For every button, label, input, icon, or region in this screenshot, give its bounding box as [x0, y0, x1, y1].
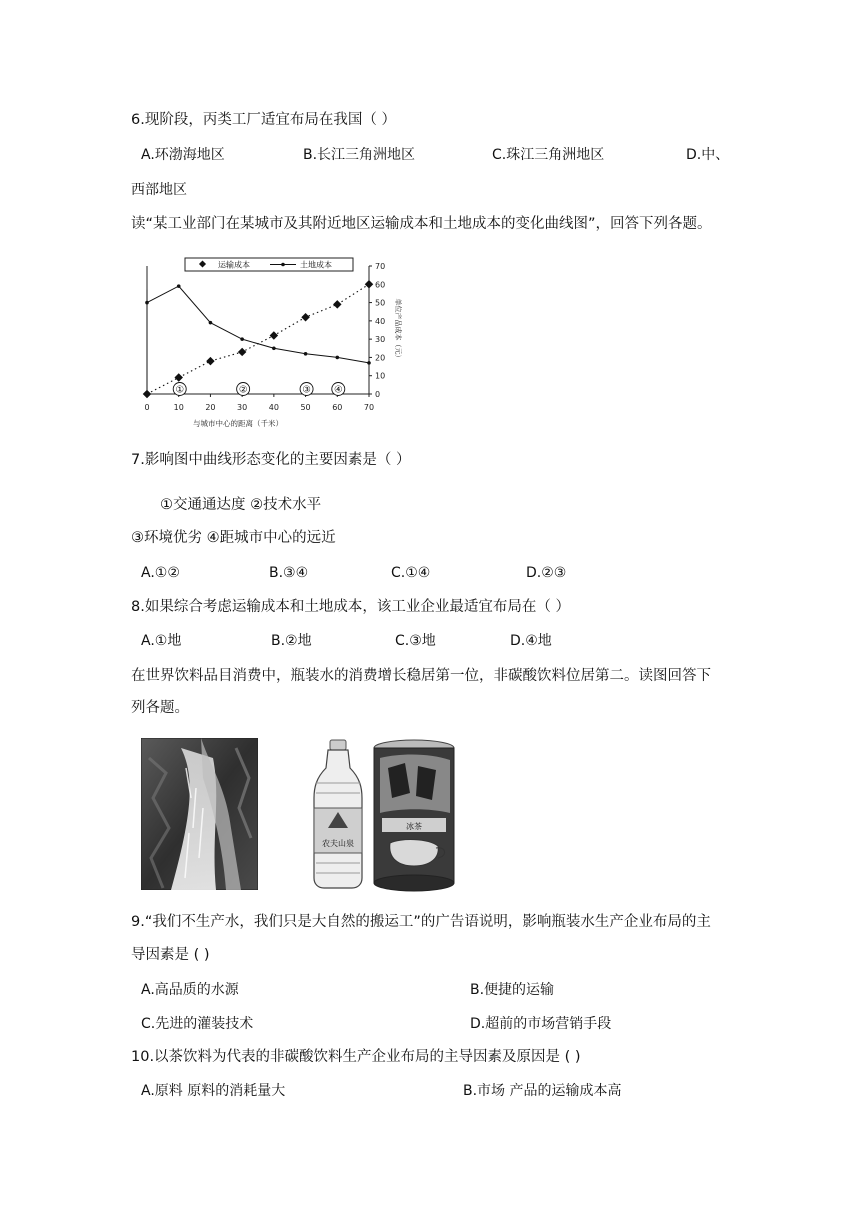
transport-cost-point	[301, 313, 309, 321]
y-tick-label: 50	[375, 298, 386, 308]
location-marker-label: ②	[238, 384, 248, 396]
q8-option-d: D.④地	[510, 633, 552, 649]
q9-stem-line-2: 导因素是 ( )	[131, 947, 210, 963]
bottle-label: 农夫山泉	[322, 839, 354, 848]
q6-option-b: B.长江三角洲地区	[303, 147, 416, 163]
chart-intro: 读“某工业部门在某城市及其附近地区运输成本和土地成本的变化曲线图”，回答下列各题。	[131, 216, 712, 232]
can-label: 冰茶	[406, 822, 422, 831]
q9-option-c: C.先进的灌装技术	[141, 1016, 254, 1032]
y-tick-label: 10	[375, 371, 386, 381]
x-tick-label: 0	[144, 403, 150, 412]
bottled-water-photo	[308, 738, 368, 890]
transport-cost-point	[206, 357, 214, 365]
transport-cost-point	[270, 331, 278, 339]
y-tick-label: 60	[375, 280, 386, 290]
location-marker-label: ④	[334, 384, 343, 396]
x-tick-label: 50	[300, 403, 311, 412]
q7-factors-2: ③环境优劣 ④距城市中心的远近	[131, 530, 336, 546]
land-cost-point	[177, 284, 181, 288]
legend-entry-land: 土地成本	[300, 260, 332, 270]
x-tick-label: 30	[237, 403, 248, 412]
x-tick-label: 70	[363, 403, 375, 412]
q9-stem-line-1: 9.“我们不生产水，我们只是大自然的搬运工”的广告语说明，影响瓶装水生产企业布局的主	[131, 914, 711, 930]
photo-intro-line-1: 在世界饮料品目消费中，瓶装水的消费增长稳居第一位，非碳酸饮料位居第二。读图回答下	[131, 668, 711, 684]
q9-option-d: D.超前的市场营销手段	[470, 1016, 612, 1032]
transport-cost-point	[333, 300, 341, 308]
location-marker-label: ①	[175, 384, 184, 396]
legend-dot-marker	[281, 263, 285, 267]
x-tick-label: 10	[173, 403, 184, 412]
transport-cost-point	[174, 373, 182, 381]
x-axis-label: 与城市中心的距离（千米）	[193, 419, 283, 428]
q6-option-d-wrap: 西部地区	[131, 182, 187, 198]
q7-stem: 7.影响图中曲线形态变化的主要因素是（ ）	[131, 452, 411, 468]
tea-can-photo	[370, 738, 458, 893]
waterfall-photo	[141, 738, 258, 890]
q9-option-a: A.高品质的水源	[141, 982, 239, 998]
transport-cost-point	[238, 348, 246, 356]
y-axis-label: 单位产品成本（元）	[394, 298, 402, 362]
q6-option-d: D.中、	[686, 147, 730, 163]
land-cost-point	[304, 352, 308, 356]
q10-option-b: B.市场 产品的运输成本高	[463, 1083, 622, 1099]
x-tick-label: 20	[205, 403, 216, 412]
land-cost-point	[367, 361, 371, 365]
q8-stem: 8.如果综合考虑运输成本和土地成本，该工业企业最适宜布局在（ ）	[131, 599, 570, 615]
x-tick-label: 60	[332, 403, 343, 412]
q8-option-a: A.①地	[141, 633, 182, 649]
q6-stem: 6.现阶段，丙类工厂适宜布局在我国（ ）	[131, 112, 396, 128]
y-tick-label: 70	[375, 262, 386, 271]
land-cost-point	[335, 356, 339, 360]
cost-chart	[130, 252, 420, 437]
q7-option-c: C.①④	[391, 565, 431, 581]
land-cost-point	[272, 346, 276, 350]
q8-option-c: C.③地	[395, 633, 436, 649]
q7-option-d: D.②③	[526, 565, 567, 581]
y-tick-label: 0	[375, 390, 381, 399]
q7-factors-1: ①交通通达度 ②技术水平	[160, 497, 322, 513]
q6-option-a: A.环渤海地区	[141, 147, 225, 163]
q7-option-a: A.①②	[141, 565, 180, 581]
q10-stem: 10.以茶饮料为代表的非碳酸饮料生产企业布局的主导因素及原因是 ( )	[131, 1049, 581, 1065]
x-tick-label: 40	[268, 403, 279, 412]
q6-option-c: C.珠江三角洲地区	[492, 147, 605, 163]
land-cost-point	[240, 337, 244, 341]
q7-option-b: B.③④	[269, 565, 309, 581]
y-tick-label: 30	[375, 335, 386, 345]
q8-option-b: B.②地	[271, 633, 312, 649]
q10-option-a: A.原料 原料的消耗量大	[141, 1083, 286, 1099]
land-cost-point	[209, 321, 213, 325]
location-marker-label: ③	[302, 384, 311, 396]
y-tick-label: 40	[375, 316, 386, 326]
photo-intro-line-2: 列各题。	[131, 700, 189, 716]
series-land-cost-line	[147, 286, 369, 363]
y-tick-label: 20	[375, 353, 386, 363]
q9-option-b: B.便捷的运输	[470, 982, 555, 998]
transport-cost-point	[365, 280, 373, 288]
legend-entry-transport: 运输成本	[218, 260, 250, 270]
